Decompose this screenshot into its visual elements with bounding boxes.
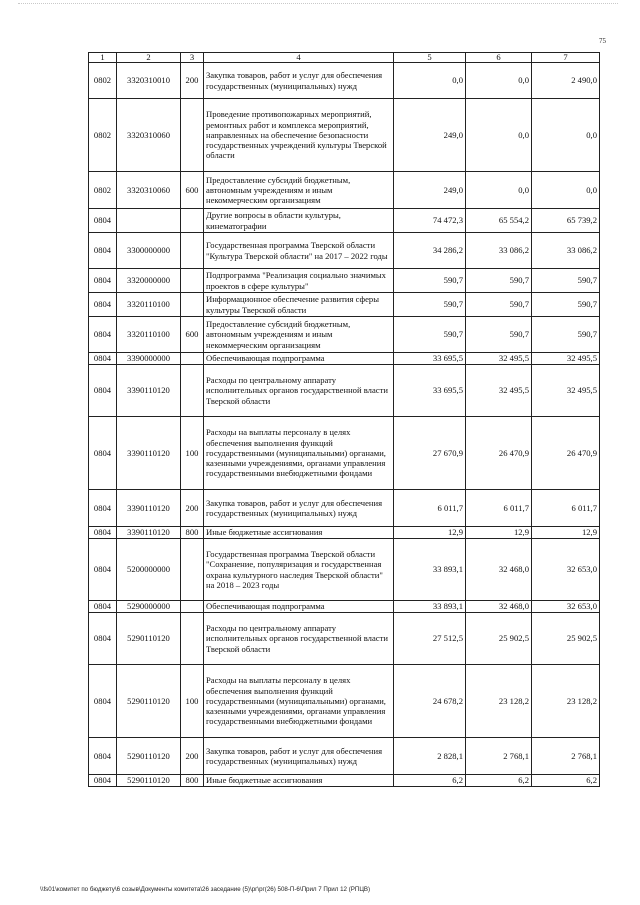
- item-name: Расходы по центральному аппарату исполнительных органов государственной власти Тверской области: [204, 365, 394, 417]
- amount-col-6: 6 011,7: [466, 490, 532, 527]
- item-name: Предоставление субсидий бюджетным, автономным учреждениям и иным некоммерческим организациям: [204, 317, 394, 353]
- budget-table: [88, 52, 600, 787]
- amount-col-5: 590,7: [394, 317, 466, 353]
- amount-col-7: 2 490,0: [532, 63, 600, 99]
- amount-col-5: 2 828,1: [394, 738, 466, 775]
- expense-type-code: [181, 539, 204, 601]
- item-name: Информационное обеспечение развития сферы культуры Тверской области: [204, 293, 394, 317]
- section-code: 0804: [89, 738, 117, 775]
- table-row: [89, 209, 600, 233]
- amount-col-6: 590,7: [466, 317, 532, 353]
- item-name: Расходы по центральному аппарату исполнительных органов государственной власти Тверской области: [204, 613, 394, 665]
- expense-type-code: [181, 99, 204, 172]
- expense-type-code: [181, 353, 204, 365]
- item-name: Предоставление субсидий бюджетным, автономным учреждениям и иным некоммерческим организациям: [204, 172, 394, 209]
- expense-type-code: [181, 293, 204, 317]
- item-name: Иные бюджетные ассигнования: [204, 527, 394, 539]
- amount-col-5: 33 893,1: [394, 601, 466, 613]
- page-number: 75: [599, 37, 606, 45]
- header-cell-6: 6: [466, 53, 532, 63]
- amount-col-7: 23 128,2: [532, 665, 600, 738]
- amount-col-6: 26 470,9: [466, 417, 532, 490]
- table-row: [89, 527, 600, 539]
- amount-col-6: 12,9: [466, 527, 532, 539]
- header-cell-4: 4: [204, 53, 394, 63]
- amount-col-5: 27 512,5: [394, 613, 466, 665]
- target-article-code: 3390110120: [117, 365, 181, 417]
- amount-col-5: 249,0: [394, 172, 466, 209]
- amount-col-6: 2 768,1: [466, 738, 532, 775]
- item-name: Закупка товаров, работ и услуг для обеспечения государственных (муниципальных) нужд: [204, 63, 394, 99]
- item-name: Расходы на выплаты персоналу в целях обеспечения выполнения функций государственными (муниципальными) органами, казенными учреждениями, органами управления государственными внебюджетными фондами: [204, 417, 394, 490]
- amount-col-5: 249,0: [394, 99, 466, 172]
- target-article-code: 3390110120: [117, 490, 181, 527]
- header-cell-2: 2: [117, 53, 181, 63]
- amount-col-7: 32 653,0: [532, 601, 600, 613]
- section-code: 0804: [89, 293, 117, 317]
- amount-col-6: 590,7: [466, 293, 532, 317]
- expense-type-code: 200: [181, 738, 204, 775]
- target-article-code: 3390000000: [117, 353, 181, 365]
- section-code: 0804: [89, 365, 117, 417]
- section-code: 0804: [89, 317, 117, 353]
- table-header-row: [89, 53, 600, 63]
- expense-type-code: 800: [181, 527, 204, 539]
- amount-col-6: 32 468,0: [466, 601, 532, 613]
- target-article-code: 3390110120: [117, 527, 181, 539]
- amount-col-5: 0,0: [394, 63, 466, 99]
- section-code: 0804: [89, 233, 117, 269]
- header-cell-3: 3: [181, 53, 204, 63]
- section-code: 0804: [89, 417, 117, 490]
- section-code: 0804: [89, 527, 117, 539]
- amount-col-5: 24 678,2: [394, 665, 466, 738]
- amount-col-7: 26 470,9: [532, 417, 600, 490]
- target-article-code: 3320000000: [117, 269, 181, 293]
- section-code: 0804: [89, 353, 117, 365]
- section-code: 0804: [89, 490, 117, 527]
- amount-col-6: 23 128,2: [466, 665, 532, 738]
- table-row: [89, 738, 600, 775]
- target-article-code: 3320310060: [117, 172, 181, 209]
- expense-type-code: [181, 365, 204, 417]
- target-article-code: 5290000000: [117, 601, 181, 613]
- section-code: 0802: [89, 63, 117, 99]
- amount-col-5: 12,9: [394, 527, 466, 539]
- table-row: [89, 490, 600, 527]
- amount-col-6: 0,0: [466, 172, 532, 209]
- amount-col-7: 33 086,2: [532, 233, 600, 269]
- section-code: 0804: [89, 613, 117, 665]
- item-name: Закупка товаров, работ и услуг для обеспечения государственных (муниципальных) нужд: [204, 738, 394, 775]
- item-name: Обеспечивающая подпрограмма: [204, 353, 394, 365]
- table-row: [89, 99, 600, 172]
- amount-col-6: 32 495,5: [466, 353, 532, 365]
- target-article-code: [117, 209, 181, 233]
- amount-col-7: 32 653,0: [532, 539, 600, 601]
- section-code: 0804: [89, 665, 117, 738]
- amount-col-6: 32 495,5: [466, 365, 532, 417]
- table-row: [89, 317, 600, 353]
- section-code: 0804: [89, 539, 117, 601]
- table-row: [89, 365, 600, 417]
- item-name: Закупка товаров, работ и услуг для обеспечения государственных (муниципальных) нужд: [204, 490, 394, 527]
- expense-type-code: 100: [181, 665, 204, 738]
- table-row: [89, 665, 600, 738]
- expense-type-code: 200: [181, 63, 204, 99]
- scan-noise-line: [18, 3, 618, 8]
- amount-col-6: 0,0: [466, 63, 532, 99]
- amount-col-6: 590,7: [466, 269, 532, 293]
- target-article-code: 3300000000: [117, 233, 181, 269]
- expense-type-code: 200: [181, 490, 204, 527]
- expense-type-code: 600: [181, 317, 204, 353]
- amount-col-7: 6 011,7: [532, 490, 600, 527]
- amount-col-5: 34 286,2: [394, 233, 466, 269]
- amount-col-7: 25 902,5: [532, 613, 600, 665]
- amount-col-6: 0,0: [466, 99, 532, 172]
- amount-col-5: 33 695,5: [394, 365, 466, 417]
- amount-col-7: 12,9: [532, 527, 600, 539]
- item-name: Подпрограмма "Реализация социально значимых проектов в сфере культуры": [204, 269, 394, 293]
- item-name: Государственная программа Тверской области "Сохранение, популяризация и государственная охрана культурного наследия Тверской области" на 2018 – 2023 годы: [204, 539, 394, 601]
- section-code: 0804: [89, 601, 117, 613]
- amount-col-5: 33 893,1: [394, 539, 466, 601]
- table-row: [89, 233, 600, 269]
- amount-col-6: 33 086,2: [466, 233, 532, 269]
- section-code: 0804: [89, 209, 117, 233]
- item-name: Расходы на выплаты персоналу в целях обеспечения выполнения функций государственными (муниципальными) органами, казенными учреждениями, органами управления государственными внебюджетными фондами: [204, 665, 394, 738]
- amount-col-5: 6 011,7: [394, 490, 466, 527]
- amount-col-7: 32 495,5: [532, 353, 600, 365]
- table-row: [89, 172, 600, 209]
- amount-col-7: 32 495,5: [532, 365, 600, 417]
- table-row: [89, 353, 600, 365]
- table-row: [89, 613, 600, 665]
- table-row: [89, 601, 600, 613]
- amount-col-7: 65 739,2: [532, 209, 600, 233]
- table-row: [89, 539, 600, 601]
- expense-type-code: [181, 209, 204, 233]
- table-row: [89, 293, 600, 317]
- amount-col-5: 590,7: [394, 293, 466, 317]
- expense-type-code: 800: [181, 775, 204, 787]
- amount-col-5: 6,2: [394, 775, 466, 787]
- expense-type-code: [181, 613, 204, 665]
- item-name: Иные бюджетные ассигнования: [204, 775, 394, 787]
- amount-col-7: 0,0: [532, 172, 600, 209]
- target-article-code: 5290110120: [117, 665, 181, 738]
- target-article-code: 3390110120: [117, 417, 181, 490]
- table-row: [89, 63, 600, 99]
- amount-col-5: 27 670,9: [394, 417, 466, 490]
- target-article-code: 5200000000: [117, 539, 181, 601]
- amount-col-7: 0,0: [532, 99, 600, 172]
- amount-col-7: 590,7: [532, 293, 600, 317]
- expense-type-code: [181, 601, 204, 613]
- target-article-code: 5290110120: [117, 738, 181, 775]
- amount-col-5: 74 472,3: [394, 209, 466, 233]
- item-name: Другие вопросы в области культуры, кинематографии: [204, 209, 394, 233]
- expense-type-code: 100: [181, 417, 204, 490]
- target-article-code: 5290110120: [117, 775, 181, 787]
- amount-col-5: 590,7: [394, 269, 466, 293]
- amount-col-5: 33 695,5: [394, 353, 466, 365]
- header-cell-5: 5: [394, 53, 466, 63]
- amount-col-7: 2 768,1: [532, 738, 600, 775]
- item-name: Государственная программа Тверской области "Культура Тверской области" на 2017 – 2022 годы: [204, 233, 394, 269]
- section-code: 0804: [89, 269, 117, 293]
- amount-col-6: 65 554,2: [466, 209, 532, 233]
- amount-col-7: 590,7: [532, 317, 600, 353]
- amount-col-6: 25 902,5: [466, 613, 532, 665]
- target-article-code: 5290110120: [117, 613, 181, 665]
- expense-type-code: 600: [181, 172, 204, 209]
- header-cell-7: 7: [532, 53, 600, 63]
- amount-col-6: 32 468,0: [466, 539, 532, 601]
- target-article-code: 3320310010: [117, 63, 181, 99]
- item-name: Проведение противопожарных мероприятий, ремонтных работ и комплекса мероприятий, направленных на обеспечение безопасности государственных учреждений культуры Тверской области: [204, 99, 394, 172]
- table-row: [89, 775, 600, 787]
- expense-type-code: [181, 269, 204, 293]
- section-code: 0802: [89, 172, 117, 209]
- item-name: Обеспечивающая подпрограмма: [204, 601, 394, 613]
- amount-col-6: 6,2: [466, 775, 532, 787]
- amount-col-7: 6,2: [532, 775, 600, 787]
- target-article-code: 3320110100: [117, 293, 181, 317]
- table-row: [89, 269, 600, 293]
- target-article-code: 3320310060: [117, 99, 181, 172]
- target-article-code: 3320110100: [117, 317, 181, 353]
- header-cell-1: 1: [89, 53, 117, 63]
- amount-col-7: 590,7: [532, 269, 600, 293]
- file-path-footer: \\fs01\комитет по бюджету\6 созыв\Документы комитета\26 заседание (5)\рг\рг(26) 508-П-6\Прил 7 Прил 12 (РПЦВ): [40, 886, 371, 893]
- table-row: [89, 417, 600, 490]
- section-code: 0802: [89, 99, 117, 172]
- section-code: 0804: [89, 775, 117, 787]
- expense-type-code: [181, 233, 204, 269]
